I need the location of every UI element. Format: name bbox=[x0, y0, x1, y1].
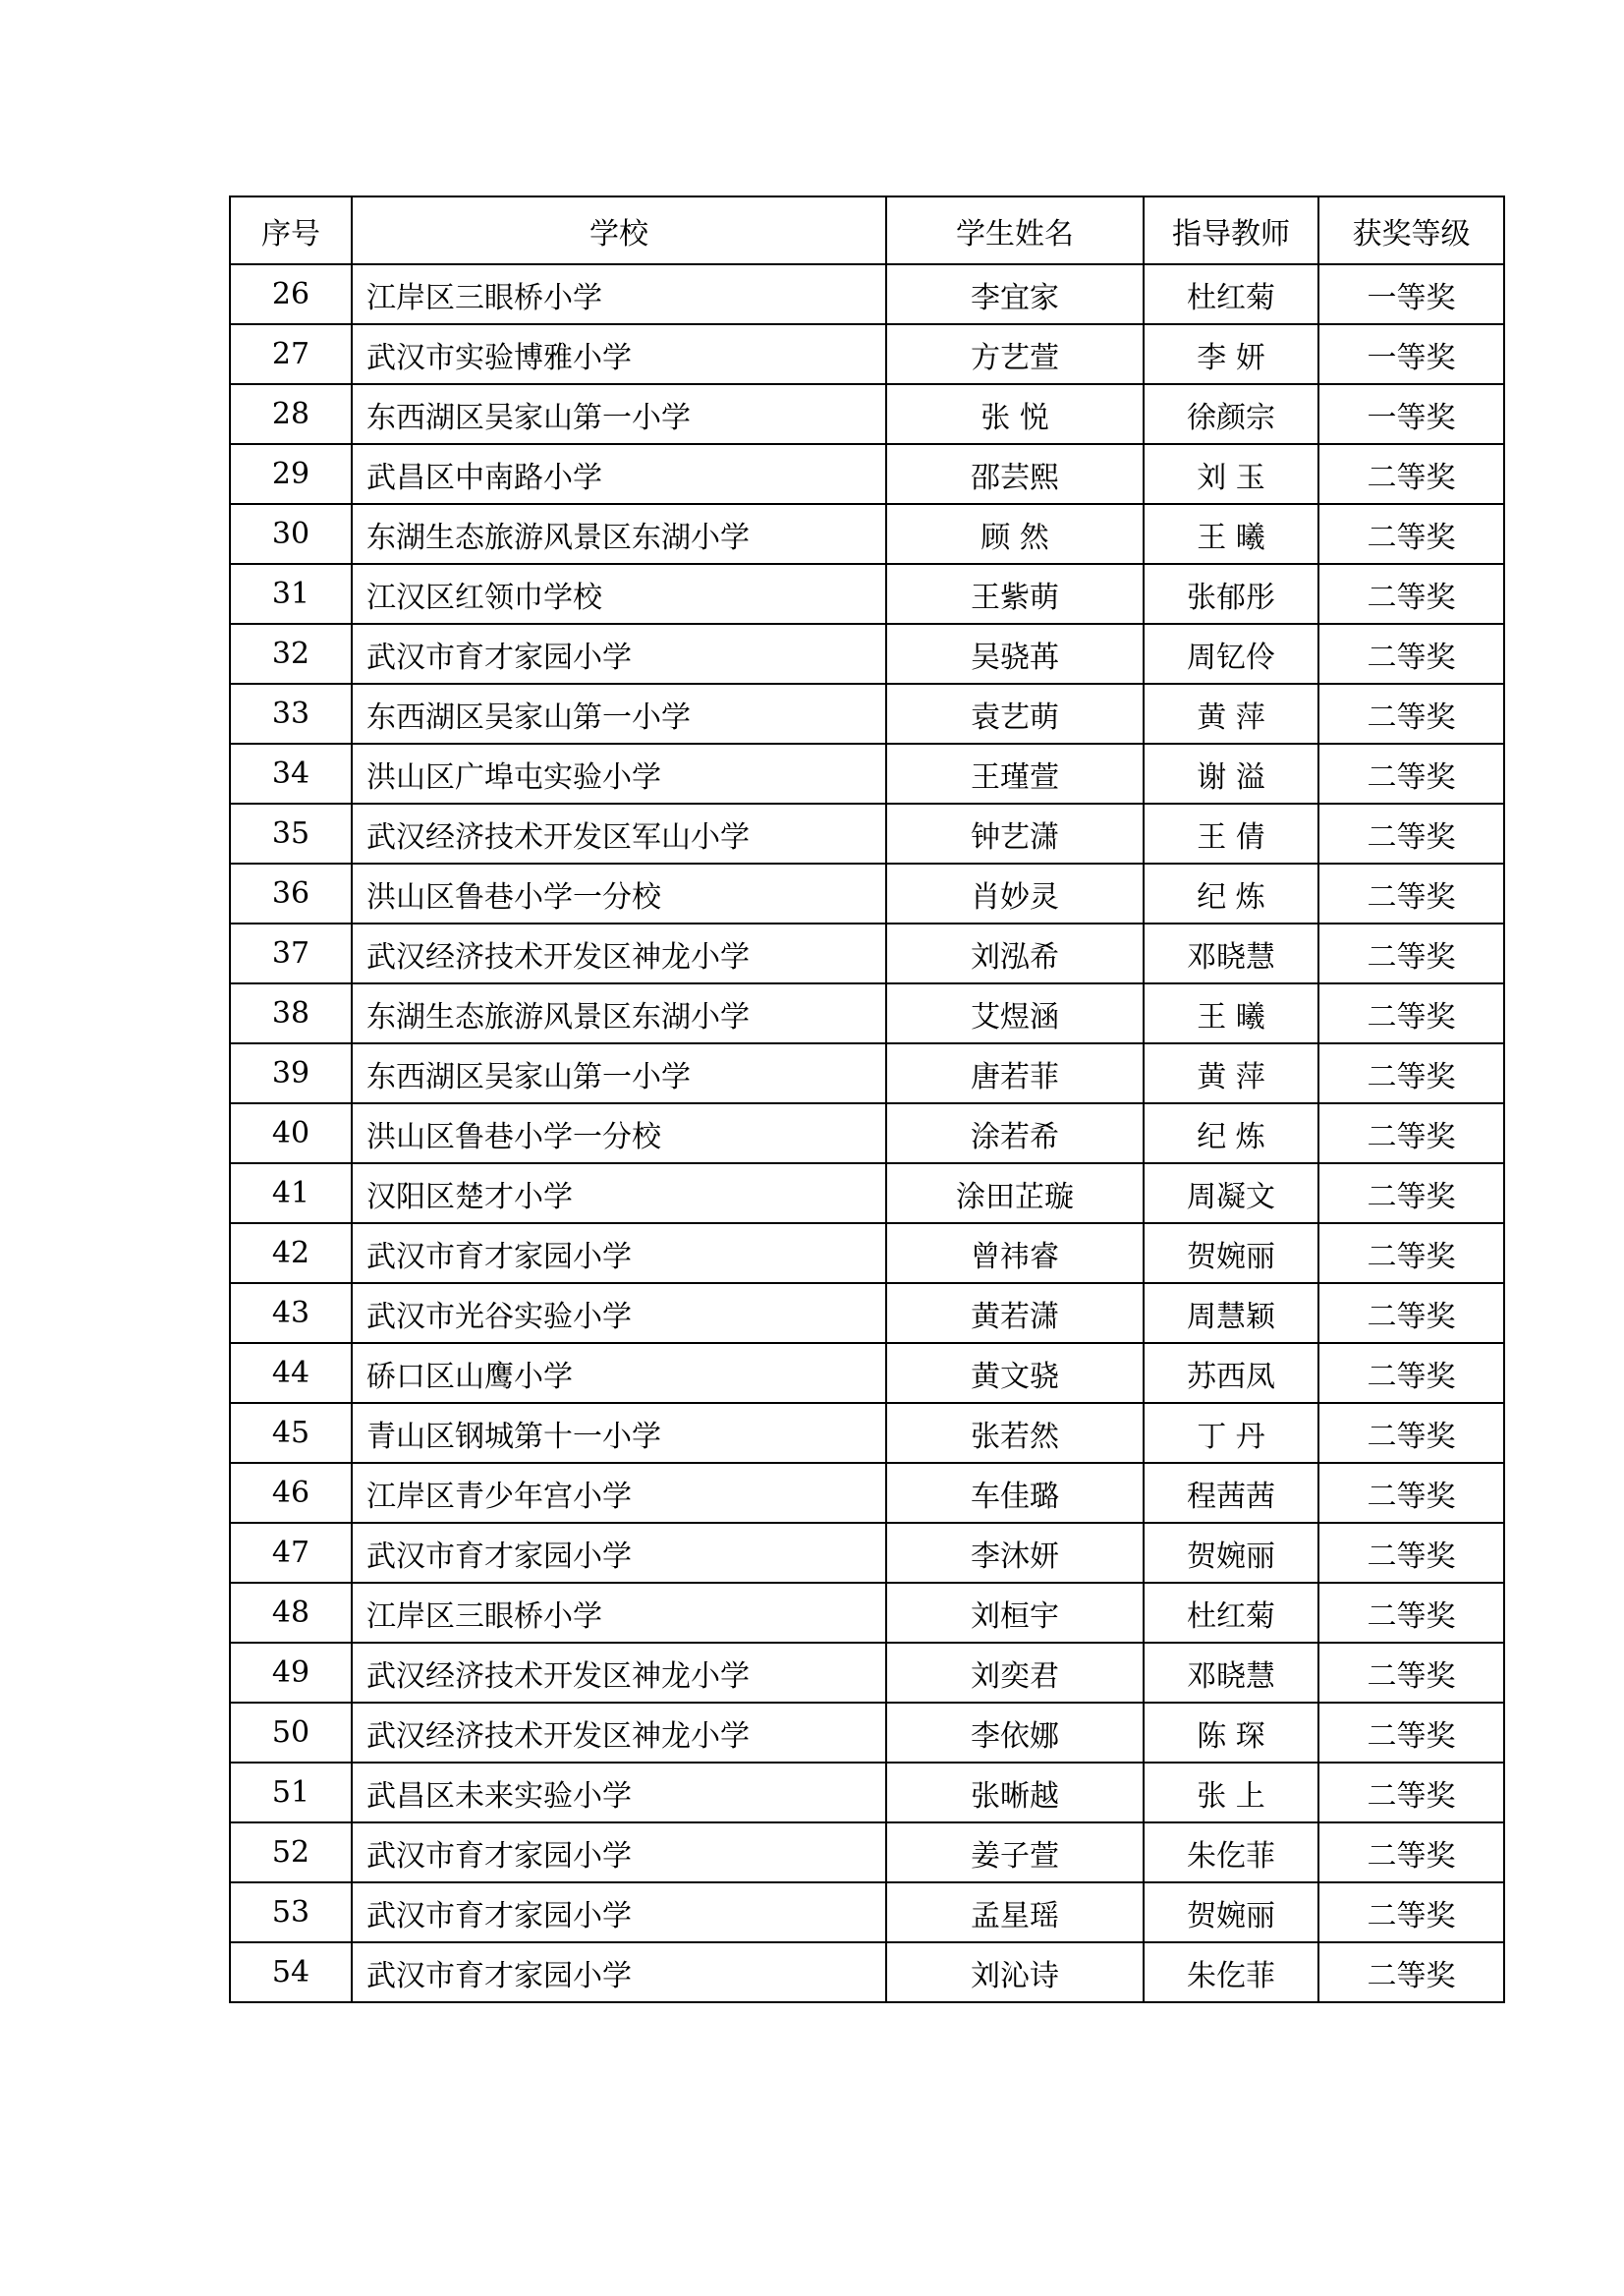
cell-num: 36 bbox=[230, 864, 352, 924]
table-row bbox=[230, 1763, 1504, 1822]
cell-num: 50 bbox=[230, 1703, 352, 1763]
table-row bbox=[230, 444, 1504, 504]
cell-school: 青山区钢城第十一小学 bbox=[352, 1403, 886, 1463]
cell-num: 31 bbox=[230, 564, 352, 624]
table-row bbox=[230, 1942, 1504, 2002]
cell-teacher: 王 曦 bbox=[1144, 504, 1318, 564]
table-row bbox=[230, 1223, 1504, 1283]
cell-school: 武汉市育才家园小学 bbox=[352, 1822, 886, 1882]
table-row bbox=[230, 1643, 1504, 1703]
cell-num: 29 bbox=[230, 444, 352, 504]
cell-school: 武汉市光谷实验小学 bbox=[352, 1283, 886, 1343]
cell-award: 二等奖 bbox=[1318, 1043, 1504, 1103]
table-row bbox=[230, 1043, 1504, 1103]
cell-num: 27 bbox=[230, 324, 352, 384]
cell-num: 30 bbox=[230, 504, 352, 564]
table-row bbox=[230, 983, 1504, 1043]
header-student: 学生姓名 bbox=[886, 196, 1144, 264]
table-row bbox=[230, 1163, 1504, 1223]
cell-teacher: 贺婉丽 bbox=[1144, 1223, 1318, 1283]
cell-student: 张若然 bbox=[886, 1403, 1144, 1463]
cell-school: 江岸区三眼桥小学 bbox=[352, 1583, 886, 1643]
table-row bbox=[230, 1523, 1504, 1583]
cell-num: 33 bbox=[230, 684, 352, 744]
cell-num: 28 bbox=[230, 384, 352, 444]
cell-student: 方艺萱 bbox=[886, 324, 1144, 384]
cell-student: 李宜家 bbox=[886, 264, 1144, 324]
table-row bbox=[230, 924, 1504, 983]
cell-school: 洪山区鲁巷小学一分校 bbox=[352, 864, 886, 924]
cell-student: 王紫萌 bbox=[886, 564, 1144, 624]
cell-award: 二等奖 bbox=[1318, 924, 1504, 983]
table-row bbox=[230, 1103, 1504, 1163]
cell-teacher: 朱仡菲 bbox=[1144, 1822, 1318, 1882]
cell-num: 46 bbox=[230, 1463, 352, 1523]
cell-school: 武汉市育才家园小学 bbox=[352, 1882, 886, 1942]
cell-teacher: 黄 萍 bbox=[1144, 684, 1318, 744]
cell-student: 刘沁诗 bbox=[886, 1942, 1144, 2002]
cell-school: 东西湖区吴家山第一小学 bbox=[352, 684, 886, 744]
cell-student: 钟艺潇 bbox=[886, 804, 1144, 864]
header-school: 学校 bbox=[352, 196, 886, 264]
table-header bbox=[230, 196, 1504, 264]
table-row bbox=[230, 1822, 1504, 1882]
cell-num: 41 bbox=[230, 1163, 352, 1223]
cell-award: 二等奖 bbox=[1318, 1463, 1504, 1523]
cell-school: 江岸区青少年宫小学 bbox=[352, 1463, 886, 1523]
cell-num: 48 bbox=[230, 1583, 352, 1643]
cell-teacher: 陈 琛 bbox=[1144, 1703, 1318, 1763]
cell-award: 二等奖 bbox=[1318, 1403, 1504, 1463]
cell-teacher: 杜红菊 bbox=[1144, 264, 1318, 324]
cell-num: 47 bbox=[230, 1523, 352, 1583]
table-row bbox=[230, 1703, 1504, 1763]
cell-school: 江岸区三眼桥小学 bbox=[352, 264, 886, 324]
cell-teacher: 朱仡菲 bbox=[1144, 1942, 1318, 2002]
cell-num: 26 bbox=[230, 264, 352, 324]
cell-num: 34 bbox=[230, 744, 352, 804]
header-num: 序号 bbox=[230, 196, 352, 264]
cell-award: 二等奖 bbox=[1318, 1223, 1504, 1283]
header-award: 获奖等级 bbox=[1318, 196, 1504, 264]
cell-award: 二等奖 bbox=[1318, 983, 1504, 1043]
table-row bbox=[230, 324, 1504, 384]
cell-award: 二等奖 bbox=[1318, 1583, 1504, 1643]
cell-student: 邵芸熙 bbox=[886, 444, 1144, 504]
cell-student: 姜子萱 bbox=[886, 1822, 1144, 1882]
cell-award: 二等奖 bbox=[1318, 804, 1504, 864]
cell-student: 吴骁苒 bbox=[886, 624, 1144, 684]
table-row bbox=[230, 384, 1504, 444]
table-row bbox=[230, 864, 1504, 924]
cell-award: 二等奖 bbox=[1318, 1523, 1504, 1583]
table-row bbox=[230, 1882, 1504, 1942]
table-row bbox=[230, 1343, 1504, 1403]
cell-teacher: 纪 炼 bbox=[1144, 1103, 1318, 1163]
cell-student: 李沐妍 bbox=[886, 1523, 1144, 1583]
cell-teacher: 程茜茜 bbox=[1144, 1463, 1318, 1523]
cell-num: 32 bbox=[230, 624, 352, 684]
cell-teacher: 贺婉丽 bbox=[1144, 1882, 1318, 1942]
cell-teacher: 周凝文 bbox=[1144, 1163, 1318, 1223]
cell-student: 袁艺萌 bbox=[886, 684, 1144, 744]
cell-student: 刘桓宇 bbox=[886, 1583, 1144, 1643]
table-body bbox=[230, 264, 1504, 2002]
cell-num: 42 bbox=[230, 1223, 352, 1283]
cell-student: 肖妙灵 bbox=[886, 864, 1144, 924]
table-row bbox=[230, 684, 1504, 744]
cell-school: 武汉市育才家园小学 bbox=[352, 624, 886, 684]
cell-school: 武汉市实验博雅小学 bbox=[352, 324, 886, 384]
cell-student: 顾 然 bbox=[886, 504, 1144, 564]
cell-teacher: 苏西凤 bbox=[1144, 1343, 1318, 1403]
cell-school: 洪山区鲁巷小学一分校 bbox=[352, 1103, 886, 1163]
table-row bbox=[230, 624, 1504, 684]
cell-num: 54 bbox=[230, 1942, 352, 2002]
cell-award: 二等奖 bbox=[1318, 1343, 1504, 1403]
cell-num: 52 bbox=[230, 1822, 352, 1882]
cell-teacher: 周慧颖 bbox=[1144, 1283, 1318, 1343]
cell-school: 武昌区未来实验小学 bbox=[352, 1763, 886, 1822]
cell-teacher: 邓晓慧 bbox=[1144, 1643, 1318, 1703]
cell-award: 二等奖 bbox=[1318, 1942, 1504, 2002]
cell-student: 黄文骁 bbox=[886, 1343, 1144, 1403]
cell-school: 武汉市育才家园小学 bbox=[352, 1523, 886, 1583]
table-row bbox=[230, 1403, 1504, 1463]
cell-teacher: 谢 溢 bbox=[1144, 744, 1318, 804]
table-row bbox=[230, 1583, 1504, 1643]
cell-teacher: 丁 丹 bbox=[1144, 1403, 1318, 1463]
cell-student: 李依娜 bbox=[886, 1703, 1144, 1763]
cell-num: 39 bbox=[230, 1043, 352, 1103]
cell-num: 43 bbox=[230, 1283, 352, 1343]
cell-num: 38 bbox=[230, 983, 352, 1043]
cell-student: 车佳璐 bbox=[886, 1463, 1144, 1523]
cell-school: 洪山区广埠屯实验小学 bbox=[352, 744, 886, 804]
cell-school: 武汉经济技术开发区神龙小学 bbox=[352, 924, 886, 983]
cell-award: 二等奖 bbox=[1318, 1283, 1504, 1343]
cell-teacher: 黄 萍 bbox=[1144, 1043, 1318, 1103]
cell-student: 涂田芷璇 bbox=[886, 1163, 1144, 1223]
cell-teacher: 刘 玉 bbox=[1144, 444, 1318, 504]
cell-award: 二等奖 bbox=[1318, 1763, 1504, 1822]
cell-school: 硚口区山鹰小学 bbox=[352, 1343, 886, 1403]
cell-school: 武汉经济技术开发区神龙小学 bbox=[352, 1703, 886, 1763]
cell-num: 44 bbox=[230, 1343, 352, 1403]
cell-award: 二等奖 bbox=[1318, 564, 1504, 624]
cell-num: 37 bbox=[230, 924, 352, 983]
cell-award: 一等奖 bbox=[1318, 324, 1504, 384]
cell-school: 江汉区红领巾学校 bbox=[352, 564, 886, 624]
cell-teacher: 王 曦 bbox=[1144, 983, 1318, 1043]
cell-num: 49 bbox=[230, 1643, 352, 1703]
cell-student: 张晰越 bbox=[886, 1763, 1144, 1822]
cell-student: 涂若希 bbox=[886, 1103, 1144, 1163]
cell-award: 二等奖 bbox=[1318, 1103, 1504, 1163]
cell-award: 二等奖 bbox=[1318, 504, 1504, 564]
cell-student: 曾祎睿 bbox=[886, 1223, 1144, 1283]
cell-teacher: 王 倩 bbox=[1144, 804, 1318, 864]
cell-num: 40 bbox=[230, 1103, 352, 1163]
cell-student: 唐若菲 bbox=[886, 1043, 1144, 1103]
table-row bbox=[230, 1283, 1504, 1343]
cell-school: 武昌区中南路小学 bbox=[352, 444, 886, 504]
cell-teacher: 周钇伶 bbox=[1144, 624, 1318, 684]
cell-award: 二等奖 bbox=[1318, 684, 1504, 744]
cell-student: 刘泓希 bbox=[886, 924, 1144, 983]
cell-student: 王瑾萱 bbox=[886, 744, 1144, 804]
table-row bbox=[230, 744, 1504, 804]
header-teacher: 指导教师 bbox=[1144, 196, 1318, 264]
cell-award: 二等奖 bbox=[1318, 1643, 1504, 1703]
cell-num: 45 bbox=[230, 1403, 352, 1463]
cell-teacher: 徐颜宗 bbox=[1144, 384, 1318, 444]
header-row bbox=[230, 196, 1504, 264]
cell-award: 二等奖 bbox=[1318, 1882, 1504, 1942]
cell-award: 二等奖 bbox=[1318, 1163, 1504, 1223]
cell-award: 二等奖 bbox=[1318, 624, 1504, 684]
cell-school: 武汉经济技术开发区军山小学 bbox=[352, 804, 886, 864]
cell-teacher: 李 妍 bbox=[1144, 324, 1318, 384]
cell-student: 黄若潇 bbox=[886, 1283, 1144, 1343]
cell-teacher: 张 上 bbox=[1144, 1763, 1318, 1822]
table-row bbox=[230, 804, 1504, 864]
cell-student: 刘奕君 bbox=[886, 1643, 1144, 1703]
cell-school: 东湖生态旅游风景区东湖小学 bbox=[352, 983, 886, 1043]
cell-student: 张 悦 bbox=[886, 384, 1144, 444]
cell-student: 艾煜涵 bbox=[886, 983, 1144, 1043]
cell-school: 武汉市育才家园小学 bbox=[352, 1942, 886, 2002]
cell-school: 东西湖区吴家山第一小学 bbox=[352, 384, 886, 444]
cell-award: 二等奖 bbox=[1318, 1822, 1504, 1882]
table-row bbox=[230, 264, 1504, 324]
cell-school: 东湖生态旅游风景区东湖小学 bbox=[352, 504, 886, 564]
cell-teacher: 张郁彤 bbox=[1144, 564, 1318, 624]
cell-award: 二等奖 bbox=[1318, 1703, 1504, 1763]
cell-award: 二等奖 bbox=[1318, 444, 1504, 504]
cell-award: 一等奖 bbox=[1318, 384, 1504, 444]
cell-num: 51 bbox=[230, 1763, 352, 1822]
cell-teacher: 纪 炼 bbox=[1144, 864, 1318, 924]
cell-award: 二等奖 bbox=[1318, 864, 1504, 924]
cell-num: 35 bbox=[230, 804, 352, 864]
cell-num: 53 bbox=[230, 1882, 352, 1942]
awards-table bbox=[229, 196, 1505, 2003]
table-row bbox=[230, 504, 1504, 564]
table-row bbox=[230, 1463, 1504, 1523]
cell-school: 武汉市育才家园小学 bbox=[352, 1223, 886, 1283]
cell-school: 东西湖区吴家山第一小学 bbox=[352, 1043, 886, 1103]
cell-award: 一等奖 bbox=[1318, 264, 1504, 324]
cell-teacher: 杜红菊 bbox=[1144, 1583, 1318, 1643]
cell-teacher: 贺婉丽 bbox=[1144, 1523, 1318, 1583]
cell-teacher: 邓晓慧 bbox=[1144, 924, 1318, 983]
table-row bbox=[230, 564, 1504, 624]
cell-award: 二等奖 bbox=[1318, 744, 1504, 804]
cell-school: 汉阳区楚才小学 bbox=[352, 1163, 886, 1223]
cell-student: 孟星瑶 bbox=[886, 1882, 1144, 1942]
cell-school: 武汉经济技术开发区神龙小学 bbox=[352, 1643, 886, 1703]
